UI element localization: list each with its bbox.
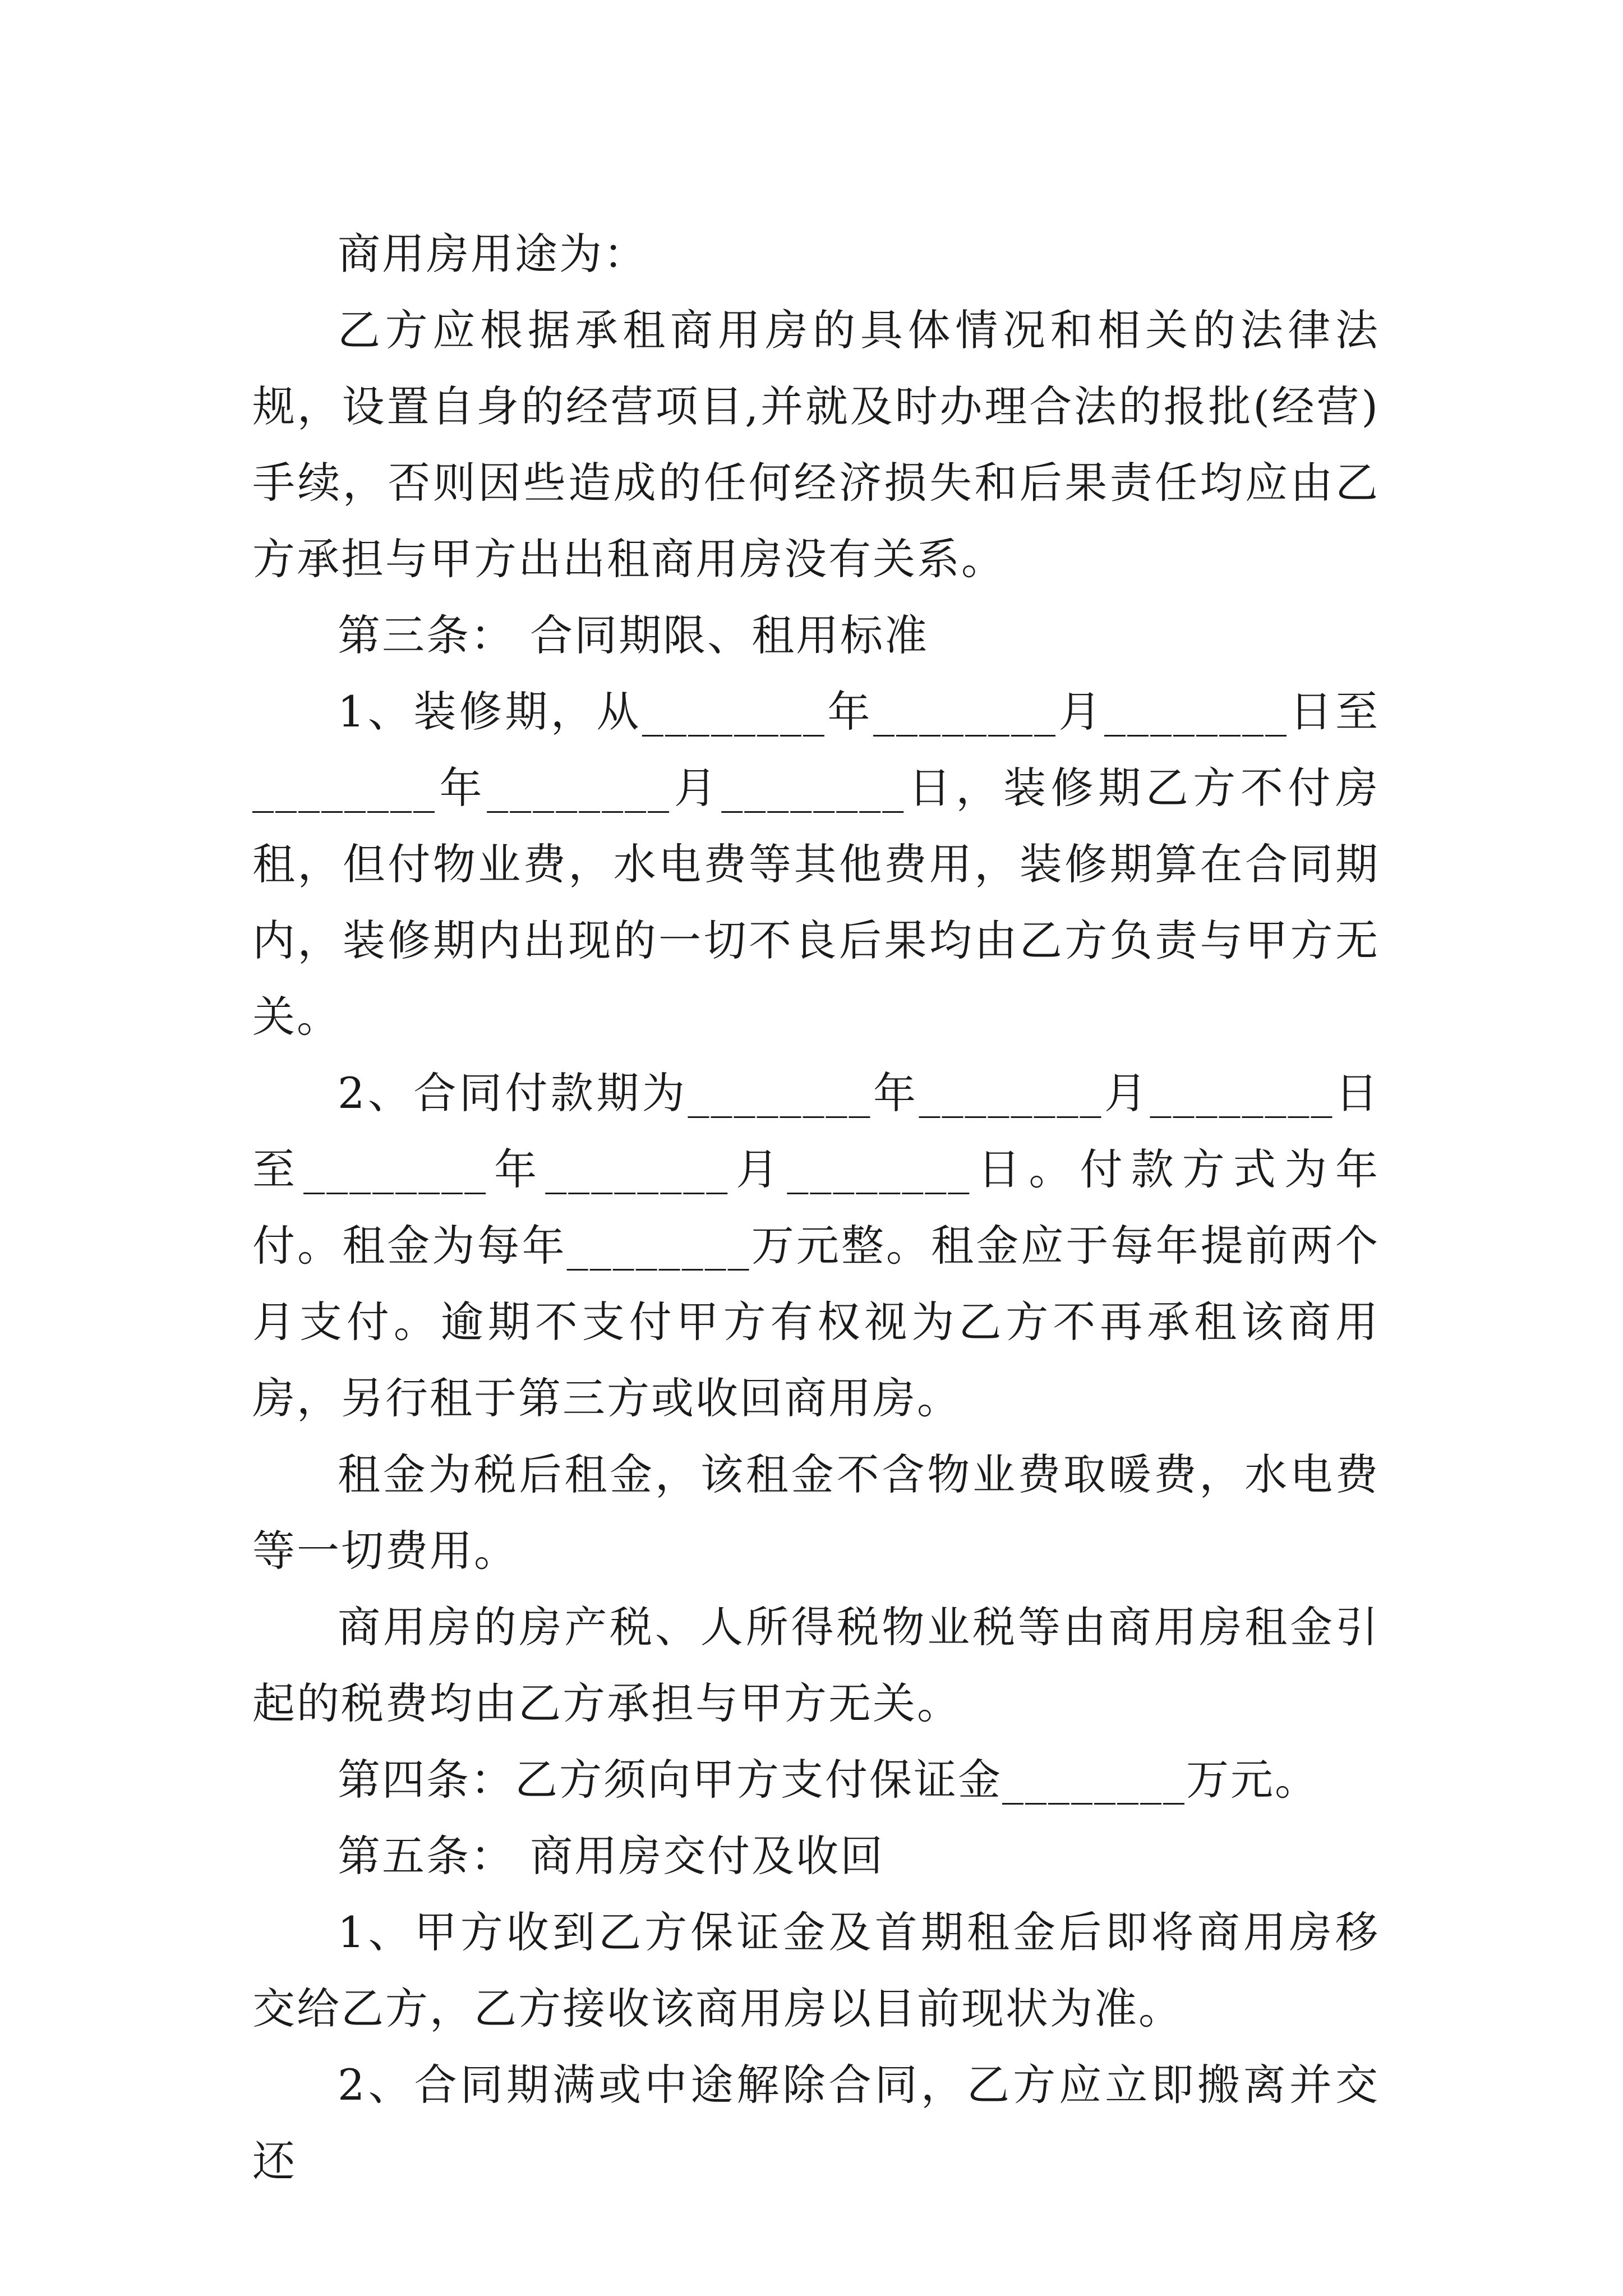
paragraph-termination: 2、合同期满或中途解除合同，乙方应立即搬离并交还 xyxy=(252,2060,1380,2186)
paragraph-business-items: 乙方应根据承租商用房的具体情况和相关的法律法规，设置自身的经营项目,并就及时办理合法的报批(经营)手续，否则因些造成的任何经济损失和后果责任均应由乙方承担与甲方出出租商用房没有关系。 xyxy=(252,305,1380,584)
paragraph-handover: 1、甲方收到乙方保证金及首期租金后即将商用房移交给乙方，乙方接收该商用房以目前现状为准。 xyxy=(252,1907,1380,2033)
paragraph-payment-period: 2、合同付款期为________年________月________日至________年________月________日。付款方式为年付。租金为每年________万元整。租金应于每年提前两个月支付。逾期不支付甲方有权视为乙方不再承租该商用房，另行租于第三方或收回商用房。 xyxy=(252,1068,1380,1423)
paragraph-after-tax-rent: 租金为税后租金，该租金不含物业费取暖费，水电费等一切费用。 xyxy=(252,1450,1380,1576)
paragraph-usage: 商用房用途为： xyxy=(338,229,648,279)
article-4-deposit: 第四条：乙方须向甲方支付保证金________万元。 xyxy=(338,1755,1319,1805)
document-body xyxy=(252,216,1380,2200)
paragraph-renovation-period: 1、装修期，从________年________月________日至________年________月________日，装修期乙方不付房租，但付物业费，水电费等其他费用，装修期算在合同期内，装修期内出现的一切不良后果均由乙方负责与甲方无关。 xyxy=(252,687,1380,1042)
article-5-heading: 第五条： 商用房交付及收回 xyxy=(338,1831,885,1881)
article-3-heading: 第三条： 合同期限、租用标准 xyxy=(338,610,929,660)
paragraph-taxes: 商用房的房产税、人所得税物业税等由商用房租金引起的税费均由乙方承担与甲方无关。 xyxy=(252,1602,1380,1728)
